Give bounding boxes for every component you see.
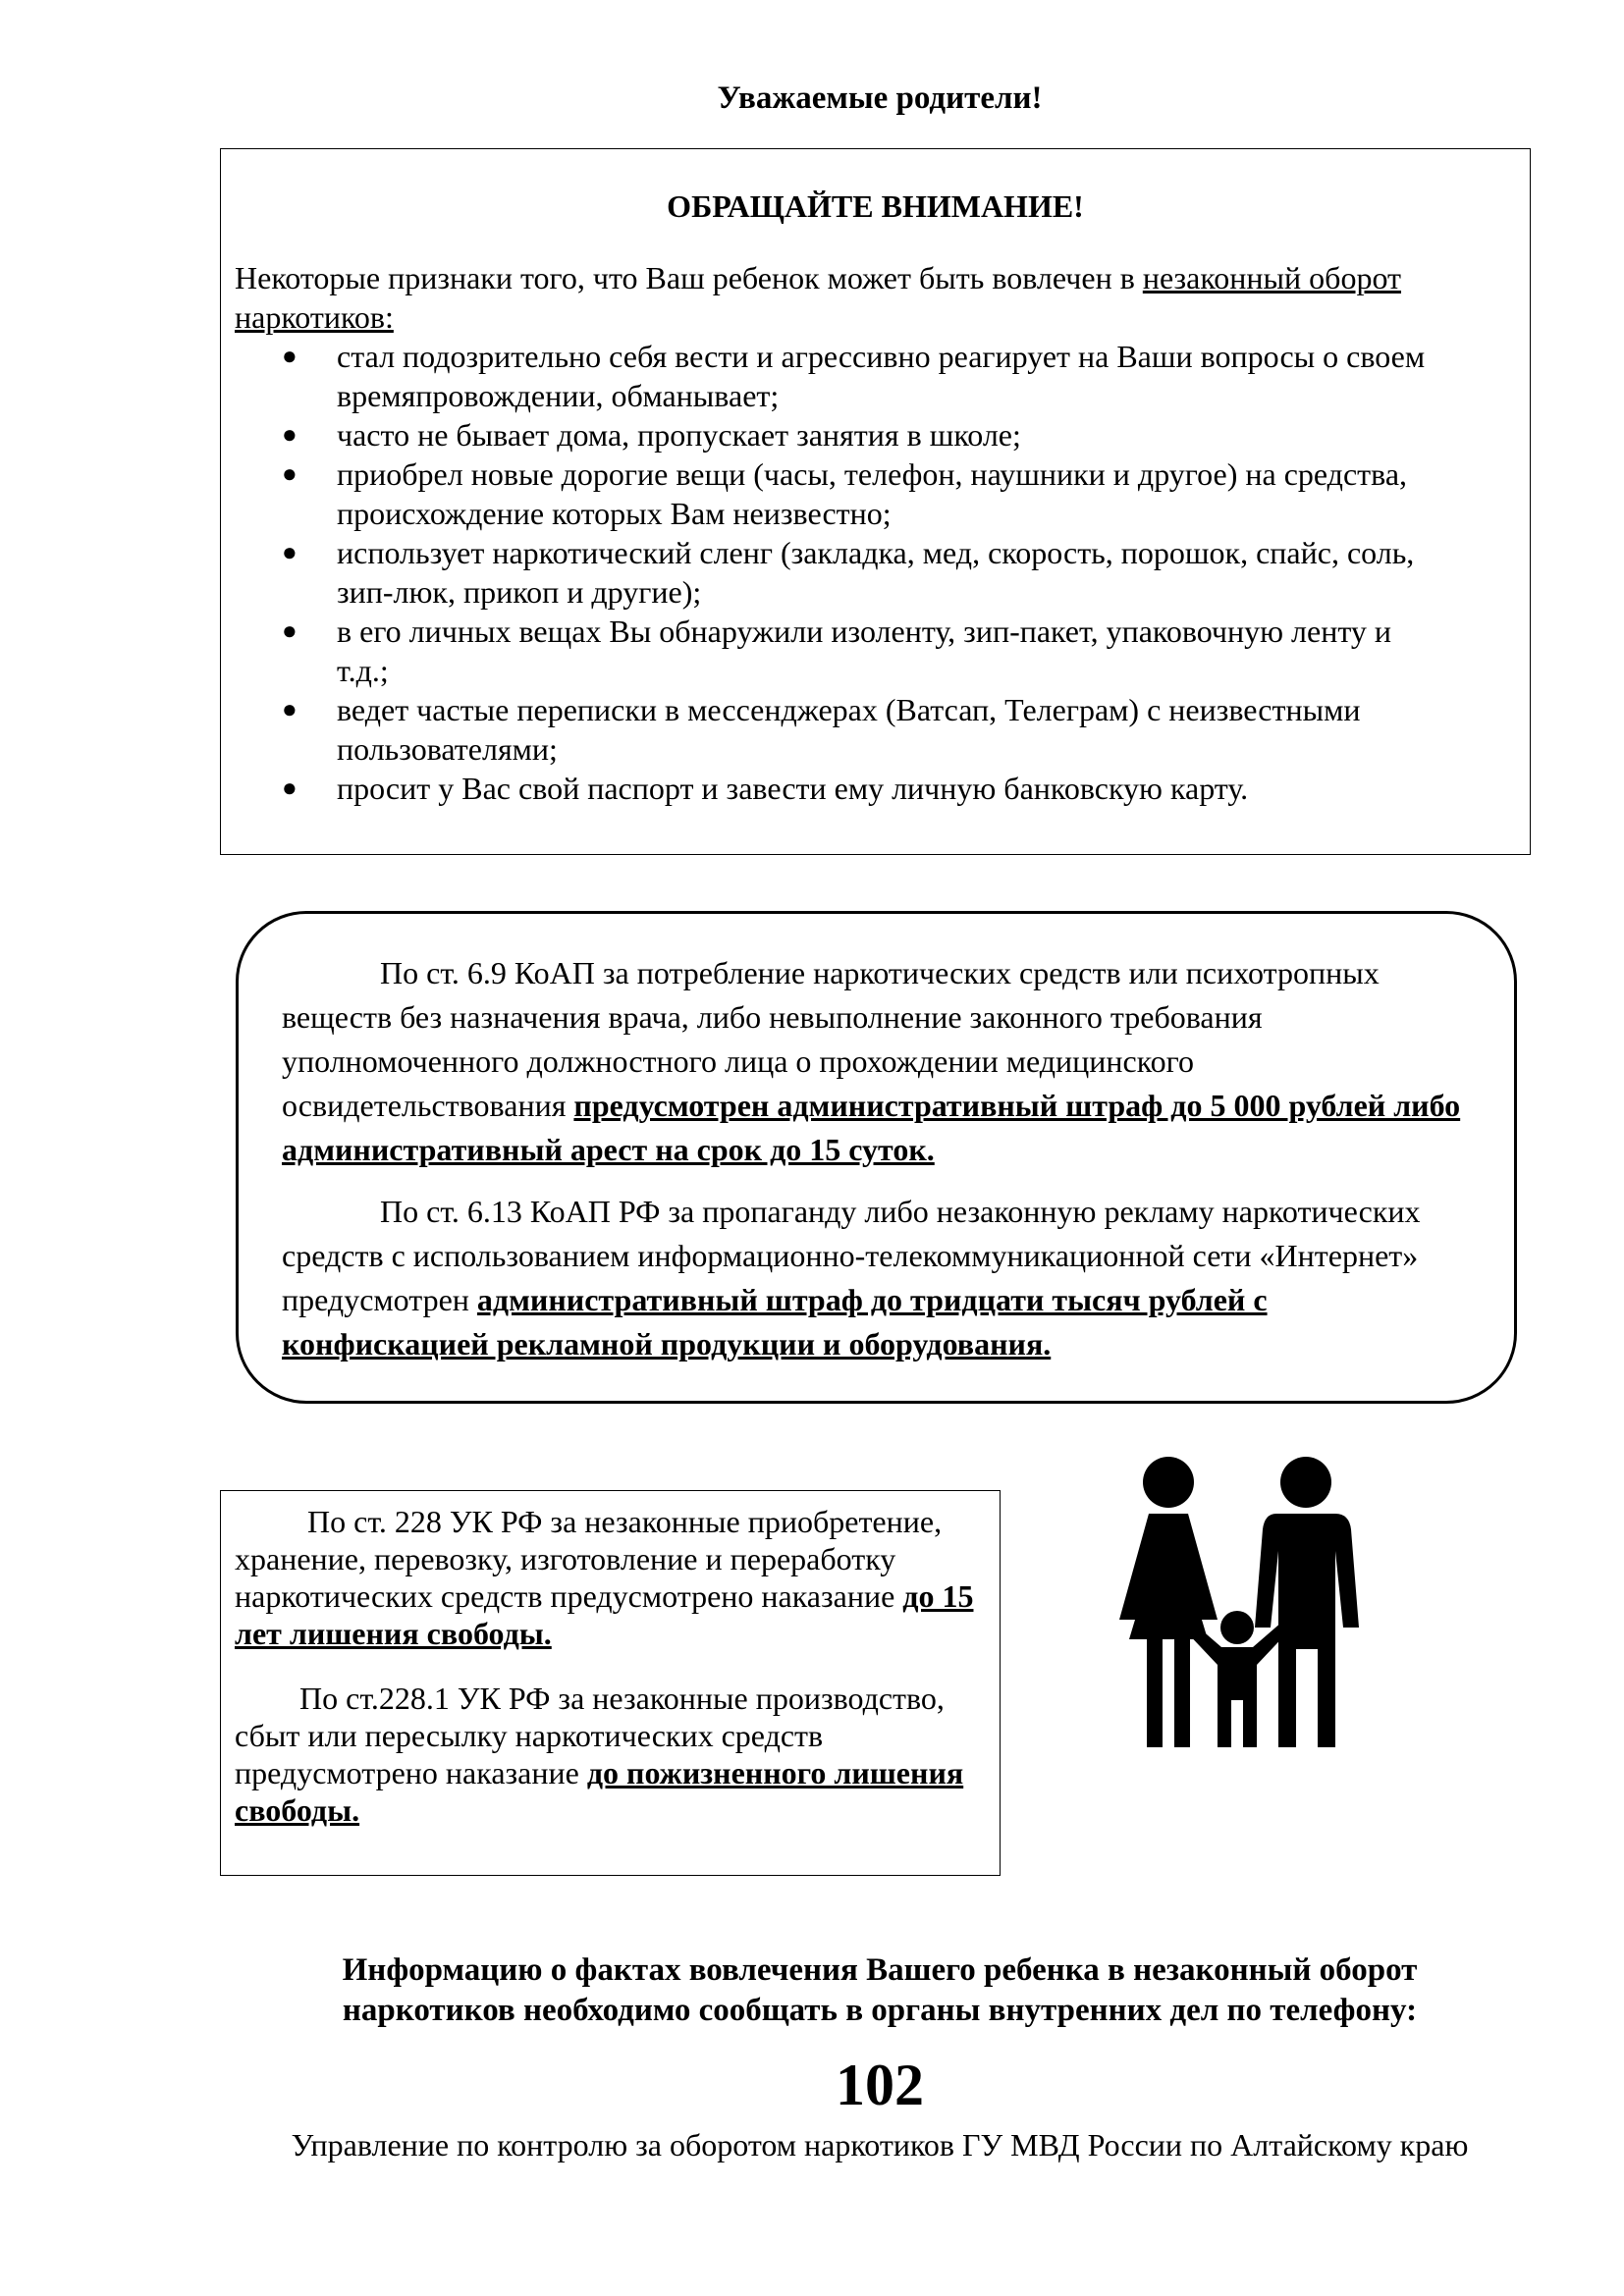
koap-article-6-13: По ст. 6.13 КоАП РФ за пропаганду либо незаконную рекламу наркотических средств с использованием информационно-телекоммуникационной сети «Интернет» предусмотрен административный штраф до тридцати тысяч рублей с конфискацией рекламной продукции и оборудования. bbox=[282, 1194, 1421, 1362]
list-item: ● в его личных вещах Вы обнаружили изоленту, зип-пакет, упаковочную ленту и т.д.; bbox=[282, 614, 1391, 688]
koap-box bbox=[236, 911, 1517, 1404]
family-icon bbox=[1110, 1453, 1365, 1787]
intro-underlined: незаконный оборот bbox=[1142, 260, 1402, 295]
intro-underlined-2: наркотиков: bbox=[235, 299, 394, 335]
list-item: ● приобрел новые дорогие вещи (часы, телефон, наушники и другое) на средства, происхождение которых Вам неизвестно; bbox=[282, 456, 1408, 531]
footer-text: Управление по контролю за оборотом наркотиков ГУ МВД России по Алтайскому краю bbox=[291, 2127, 1469, 2163]
koap-article-6-9: По ст. 6.9 КоАП за потребление наркотических средств или психотропных веществ без назначения врача, либо невыполнение законного требования уполномоченного должностного лица о прохождении медицинского освидетельствования предусмотрен административный штраф до 5 000 рублей либо административный арест на срок до 15 суток. bbox=[282, 955, 1461, 1167]
bullet-icon: ● bbox=[282, 695, 298, 723]
bullet-icon: ● bbox=[282, 342, 298, 370]
list-item: ● ведет частые переписки в мессенджерах (Ватсап, Телеграм) с неизвестными пользователями; bbox=[282, 692, 1361, 767]
info-text: Информацию о фактах вовлечения Вашего ребенка в незаконный оборот наркотиков необходимо сообщать в органы внутренних дел по телефону: bbox=[342, 1952, 1418, 2028]
attention-title: ОБРАЩАЙТЕ ВНИМАНИЕ! bbox=[667, 188, 1084, 224]
phone-number: 102 bbox=[836, 2053, 924, 2117]
bullet-icon: ● bbox=[282, 420, 298, 449]
bullet-icon: ● bbox=[282, 774, 298, 802]
signs-list bbox=[235, 337, 1516, 808]
list-item: ● использует наркотический сленг (закладка, мед, скорость, порошок, спайс, соль, зип-люк, прикоп и другие); bbox=[282, 535, 1415, 610]
bullet-icon: ● bbox=[282, 459, 298, 488]
attention-box bbox=[220, 148, 1531, 855]
list-item: ● просит у Вас свой паспорт и завести ему личную банковскую карту. bbox=[282, 771, 1249, 806]
bullet-icon: ● bbox=[282, 616, 298, 645]
attention-intro: Некоторые признаки того, что Ваш ребенок может быть вовлечен в незаконный оборот наркотиков: bbox=[235, 260, 1402, 335]
page-heading: Уважаемые родители! bbox=[717, 80, 1043, 116]
list-item: ● стал подозрительно себя вести и агрессивно реагирует на Ваши вопросы о своем времяпровождении, обманывает; bbox=[282, 339, 1426, 413]
bullet-icon: ● bbox=[282, 538, 298, 566]
uk-article-228: По ст. 228 УК РФ за незаконные приобретение, хранение, перевозку, изготовление и переработку наркотических средств предусмотрено наказание до 15 лет лишения свободы. bbox=[235, 1504, 974, 1651]
uk-box bbox=[220, 1490, 1001, 1876]
uk-article-228-1: По ст.228.1 УК РФ за незаконные производство, сбыт или пересылку наркотических средств предусмотрено наказание до пожизненного лишения свободы. bbox=[235, 1681, 964, 1828]
list-item: ● часто не бывает дома, пропускает занятия в школе; bbox=[282, 417, 1021, 453]
